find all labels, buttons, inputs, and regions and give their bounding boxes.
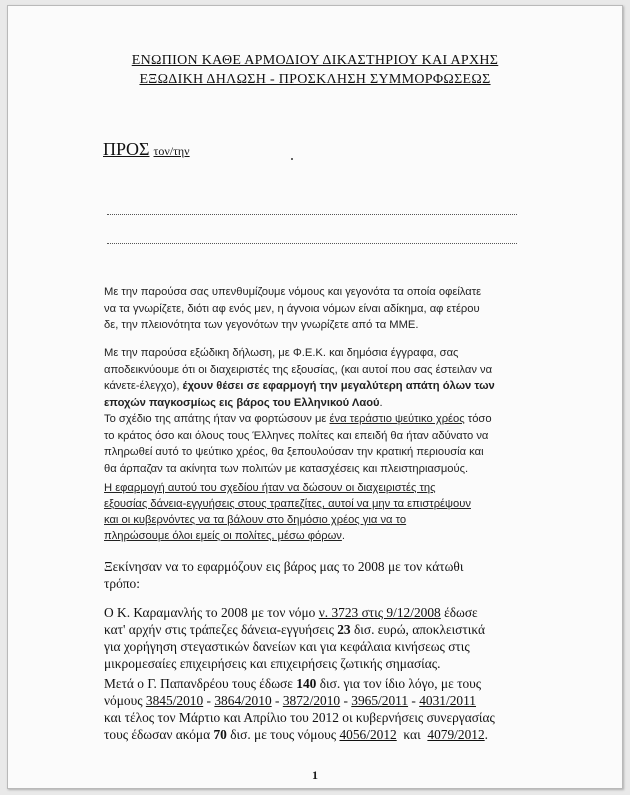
paragraph-start [104,558,463,592]
text-line: εξουσίας δάνεια-εγγυήσεις στους τραπεζίτες, αυτοί να μην τα επιστρέψουν [104,498,471,510]
text-line [104,378,495,395]
text-line [104,411,495,428]
recipient-blank-line-2 [107,243,517,244]
page-number: 1 [312,768,318,782]
paragraph-declaration [104,345,495,477]
law-reference: 3965/2011 [351,693,409,708]
text-line: μικρομεσαίες επιχειρήσεις και επιχειρήσεις ζωτικής σημασίας. [104,656,441,671]
text-span: Μετά ο Γ. Παπανδρέου τους έδωσε [104,676,297,691]
paragraph-plan [104,480,471,544]
text-line [104,621,485,638]
text-span: δισ. με τους νόμους [226,727,340,742]
document-title-line-1: ΕΝΩΠΙΟΝ ΚΑΘΕ ΑΡΜΟΔΙΟΥ ΔΙΚΑΣΤΗΡΙΟΥ ΚΑΙ ΑΡΧΗΣ [131,53,499,68]
bold-text: εποχών παγκοσμίως εις βάρος του Ελληνικού Λαού [104,396,380,409]
text-span: Το σχέδιο της απάτης ήταν να φορτώσουν με [104,413,330,425]
text-line [104,528,471,544]
text-line: για χορήγηση στεγαστικών δανείων και για κεφάλαια κινήσεως στις [104,639,470,654]
text-line [104,726,495,743]
law-reference: ν. 3723 στις 9/12/2008 [318,605,441,620]
bold-text: 140 [296,676,317,691]
bold-text: έχουν θέσει σε εφαρμογή την μεγαλύτερη απάτη όλων των [182,380,495,392]
text-span: κάνετε-έλεγχο), [104,380,183,392]
text-span: . [484,727,489,742]
paragraph-intro [104,284,481,334]
text-line: Με την παρούσα σας υπενθυμίζουμε νόμους και γεγονότα τα οποία οφείλατε [104,286,482,298]
document-page [7,5,623,789]
law-reference: 4079/2012 [427,727,485,742]
recipient-heading [103,139,190,160]
text-line [104,675,495,692]
text-line: θα άρπαζαν τα ακίνητα των πολιτών με κατασχέσεις και πλειστηριασμούς. [104,462,469,475]
text-line: Η εφαρμογή αυτού του σχεδίου ήταν να δώσουν οι διαχειριστές της [104,482,436,494]
underlined-text: ένα τεράστιο ψεύτικο χρέος [329,413,465,425]
separator: - [408,693,420,708]
separator: - [340,693,352,708]
text-line [104,395,495,412]
law-reference: 3864/2010 [214,693,272,708]
text-span: Ο Κ. Καραμανλής το 2008 με τον νόμο [104,605,319,620]
text-span: . [341,530,346,542]
paragraph-papandreou [104,675,495,743]
text-span: έδωσε [440,605,478,620]
text-line: Με την παρούσα εξώδικη δήλωση, με Φ.Ε.Κ. και δημόσια έγγραφα, σας [104,347,459,359]
text-span: τόσο [464,413,492,425]
text-line [104,604,485,621]
text-span: πληρώσουμε όλοι εμείς οι πολίτες, μέσω φόρων [104,530,342,542]
separator: - [203,693,215,708]
text-line: τρόπο: [104,576,140,591]
law-reference: 3845/2010 [145,693,204,708]
recipient-label: ΠΡΟΣ [103,139,150,159]
paragraph-karamanlis [104,604,485,672]
text-line: και οι κυβερνόντες να τα βάλουν στο δημόσιο χρέος για να το [104,514,407,526]
text-span: νόμους [104,693,146,708]
text-span: και [396,727,428,742]
document-title-line-2: ΕΞΩΔΙΚΗ ΔΗΛΩΣΗ - ΠΡΟΣΚΛΗΣΗ ΣΥΜΜΟΡΦΩΣΕΩΣ [139,72,491,87]
recipient-blank-line-1 [107,214,517,215]
text-span: . [379,396,383,409]
text-line: δε, την πλειονότητα των γεγονότων την γνωρίζετε από τα ΜΜΕ. [104,319,419,331]
text-span: κατ' αρχήν στις τράπεζες δάνεια-εγγυήσεις [104,622,338,637]
separator: - [271,693,283,708]
bold-text: 70 [213,727,227,742]
text-line: το κράτος όσο και όλους τους Έλληνες πολίτες και επειδή θα ήταν αδύνατο να [104,429,489,442]
text-span: δισ. για τον ίδιο λόγο, με τους [316,676,482,691]
text-span: δισ. ευρώ, αποκλειστικά [350,622,486,637]
law-reference: 4031/2011 [419,693,477,708]
text-span: τους έδωσαν ακόμα [104,727,214,742]
text-line [104,692,495,709]
text-line: Ξεκίνησαν να το εφαρμόζουν εις βάρος μας το 2008 με τον κάτωθι [104,559,464,574]
text-line: και τέλος τον Μάρτιο και Απρίλιο του 2012 οι κυβερνήσεις συνεργασίας [104,710,495,725]
text-line: να τα γνωρίζετε, διότι αφ ενός μεν, η άγνοια νόμων είναι αδίκημα, αφ ετέρου [104,302,480,315]
recipient-suffix: τον/την [153,144,190,158]
law-reference: 3872/2010 [282,693,341,708]
stray-dot [291,158,293,160]
bold-text: 23 [337,622,351,637]
text-line: αποδεικνύουμε ότι οι διαχειριστές της εξουσίας, (και αυτοί που σας έστειλαν να [104,363,493,376]
text-line: πληρωθεί αυτό το ψεύτικο χρέος, θα ξεπουλούσαν την κρατική περιουσία και [104,446,484,458]
law-reference: 4056/2012 [339,727,397,742]
